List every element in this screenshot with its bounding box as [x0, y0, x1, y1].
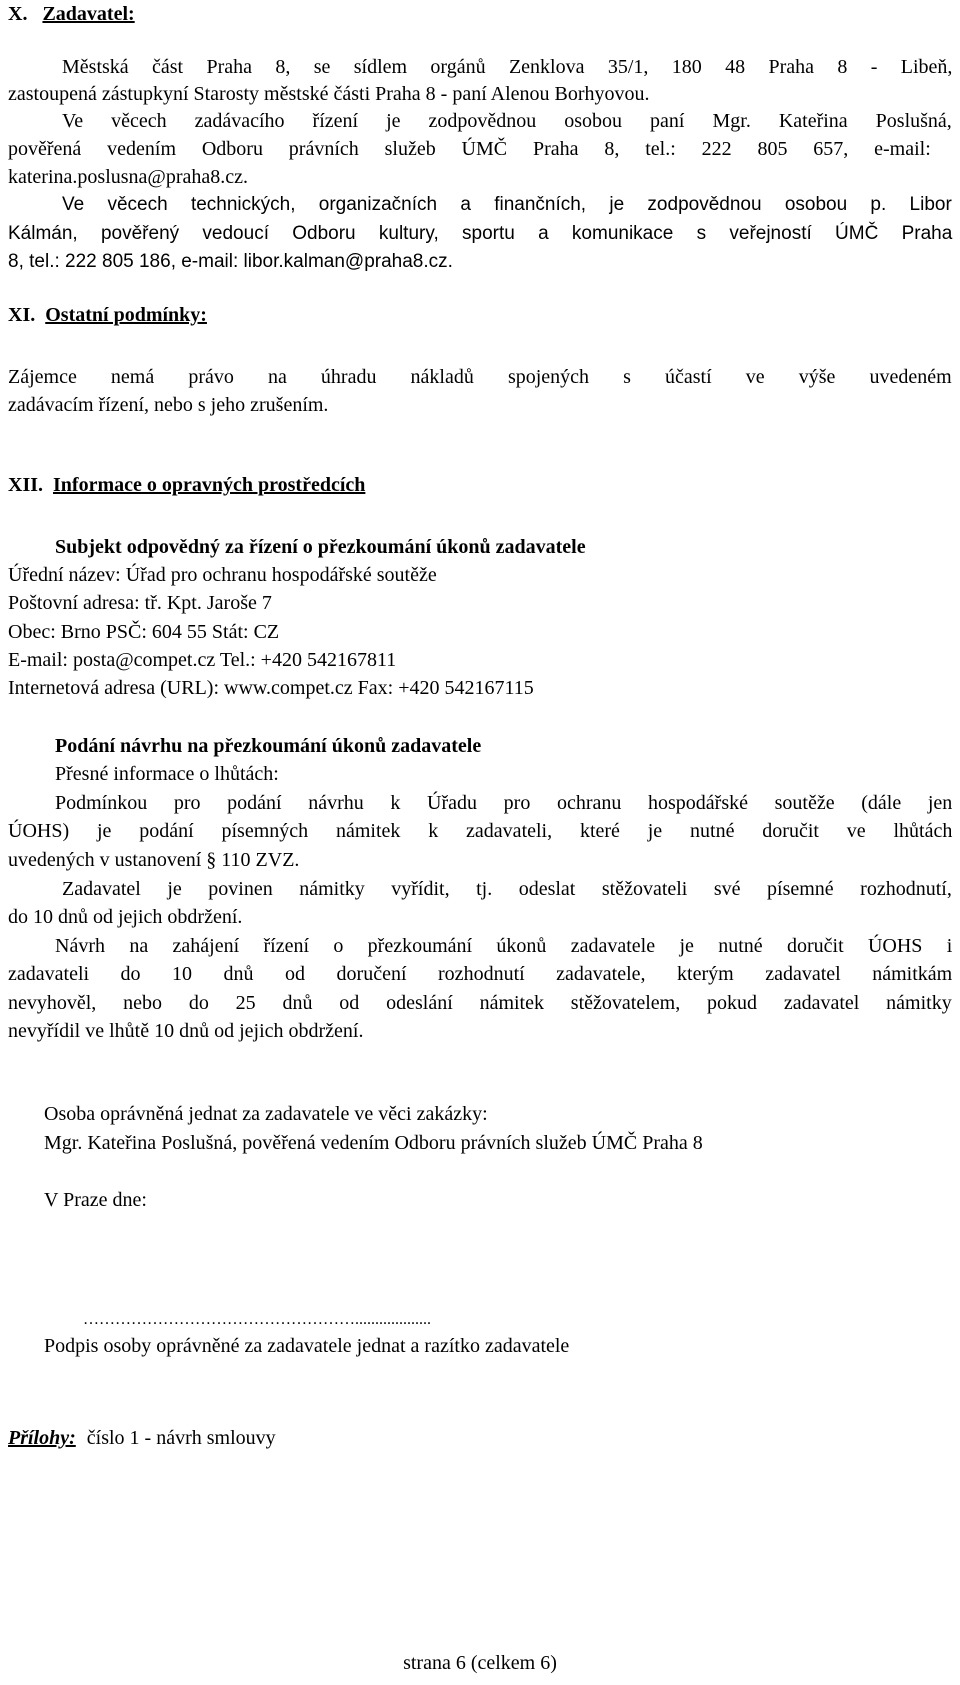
procurement-contact-line-2: pověřená vedením Odboru právních služeb ÚMČ Praha 8, tel.: 222 805 657, e-mail: — [8, 138, 931, 160]
procurement-contact-line-1: Ve věcech zadávacího řízení je zodpovědnou osobou paní Mgr. Kateřina Poslušná, — [62, 110, 952, 132]
contracting-authority-line-2: zastoupená zástupkyní Starosty městské části Praha 8 - paní Alenou Borhyovou. — [8, 83, 650, 105]
section-12-number: XII. — [8, 474, 44, 496]
section-12-title: Informace o opravných prostředcích — [53, 474, 366, 496]
deadlines-label: Přesné informace o lhůtách: — [55, 763, 279, 785]
section-11-title: Ostatní podmínky: — [45, 304, 207, 326]
review-body-web-fax: Internetová adresa (URL): www.compet.cz Fax: +420 542167115 — [8, 677, 534, 699]
signature-caption: Podpis osoby oprávněné za zadavatele jednat a razítko zadavatele — [44, 1335, 570, 1357]
signature-line: ……………………………………………................... — [83, 1311, 431, 1328]
section-10-number: X. — [8, 3, 28, 25]
condition-2-line-2: do 10 dnů od jejich obdržení. — [8, 906, 243, 928]
section-10-heading — [8, 2, 135, 26]
section-10-title: Zadavatel: — [42, 3, 135, 25]
technical-contact-line-3: 8, tel.: 222 805 186, e-mail: libor.kalman@praha8.cz. — [8, 251, 453, 272]
condition-3-line-2: zadavateli do 10 dnů od doručení rozhodnutí zadavatele, kterým zadavatel námitkám — [8, 963, 953, 985]
attachments-label: Přílohy: — [8, 1427, 76, 1449]
filing-title: Podání návrhu na přezkoumání úkonů zadavatele — [55, 735, 482, 757]
section-12-heading — [8, 473, 365, 497]
authorized-person-label: Osoba oprávněná jednat za zadavatele ve věci zakázky: — [44, 1103, 488, 1125]
attachments-text: číslo 1 - návrh smlouvy — [86, 1427, 276, 1449]
condition-2-line-1: Zadavatel je povinen námitky vyřídit, tj. odeslat stěžovateli své písemné rozhodnutí, — [62, 878, 952, 900]
condition-3-line-3: nevyhověl, nebo do 25 dnů od odeslání námitek stěžovatelem, pokud zadavatel námitky — [8, 992, 952, 1014]
condition-3-line-1: Návrh na zahájení řízení o přezkoumání úkonů zadavatele je nutné doručit ÚOHS i — [55, 935, 953, 957]
condition-3-line-4: nevyřídil ve lhůtě 10 dnů od jejich obdržení. — [8, 1020, 364, 1042]
other-conditions-line-2: zadávacím řízení, nebo s jeho zrušením. — [8, 394, 329, 416]
place-date-label: V Praze dne: — [44, 1189, 147, 1211]
technical-contact-line-2: Kálmán, pověřený vedoucí Odboru kultury, sportu a komunikace s veřejností ÚMČ Praha — [8, 223, 953, 244]
review-body-title: Subjekt odpovědný za řízení o přezkoumání úkonů zadavatele — [55, 536, 586, 558]
condition-1-line-1: Podmínkou pro podání návrhu k Úřadu pro ochranu hospodářské soutěže (dále jen — [55, 792, 953, 814]
authorized-person-name: Mgr. Kateřina Poslušná, pověřená vedením Odboru právních služeb ÚMČ Praha 8 — [44, 1132, 703, 1154]
condition-1-line-3: uvedených v ustanovení § 110 ZVZ. — [8, 849, 300, 871]
review-body-email-phone: E-mail: posta@compet.cz Tel.: +420 542167811 — [8, 649, 397, 671]
condition-1-line-2: ÚOHS) je podání písemných námitek k zadavateli, které je nutné doručit ve lhůtách — [8, 820, 953, 842]
page-number: strana 6 (celkem 6) — [403, 1652, 557, 1674]
review-body-city: Obec: Brno PSČ: 604 55 Stát: CZ — [8, 621, 280, 643]
review-body-postal-address: Poštovní adresa: tř. Kpt. Jaroše 7 — [8, 592, 272, 614]
section-11-heading — [8, 303, 207, 327]
attachments-line — [8, 1426, 276, 1450]
technical-contact-line-1: Ve věcech technických, organizačních a finančních, je zodpovědnou osobou p. Libor — [62, 194, 952, 215]
contracting-authority-line-1: Městská část Praha 8, se sídlem orgánů Zenklova 35/1, 180 48 Praha 8 - Libeň, — [62, 56, 953, 78]
procurement-contact-email: katerina.poslusna@praha8.cz. — [8, 166, 248, 188]
section-11-number: XI. — [8, 304, 36, 326]
review-body-official-name: Úřední název: Úřad pro ochranu hospodářské soutěže — [8, 564, 437, 586]
other-conditions-line-1: Zájemce nemá právo na úhradu nákladů spojených s účastí ve výše uvedeném — [8, 366, 952, 388]
